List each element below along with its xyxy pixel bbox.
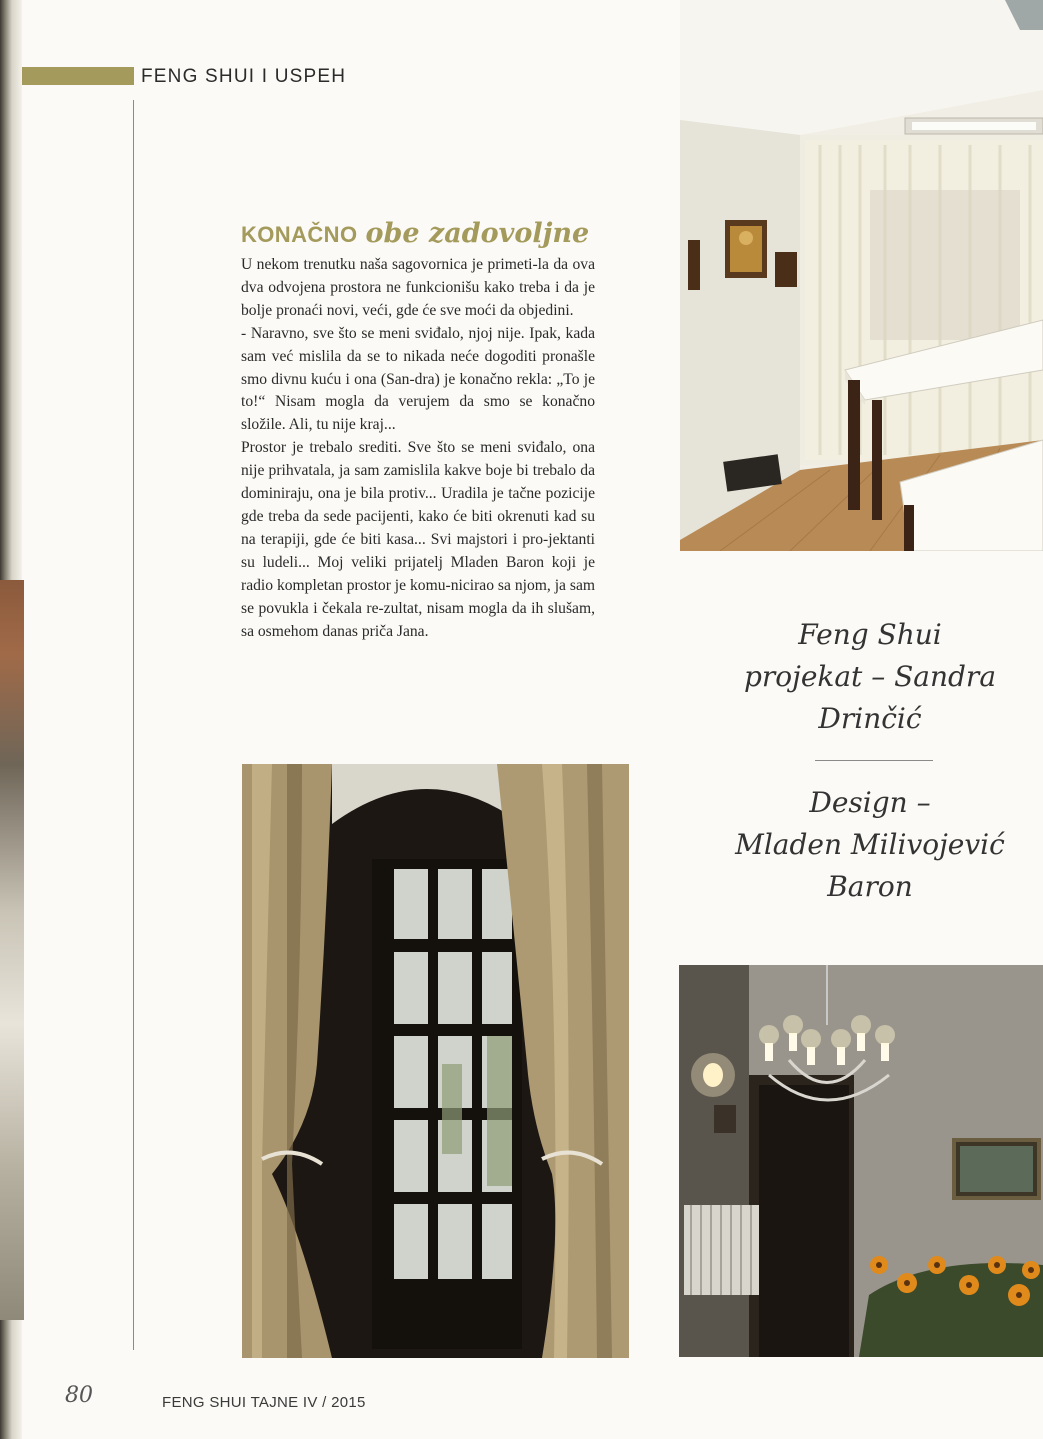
door-curtains-illustration bbox=[242, 764, 629, 1358]
article-body bbox=[241, 254, 595, 643]
credit-line: Baron bbox=[827, 870, 913, 903]
therapy-room-photo bbox=[680, 0, 1043, 551]
credit-line: Feng Shui bbox=[798, 618, 942, 651]
credit-divider bbox=[815, 760, 933, 761]
section-title: FENG SHUI I USPEH bbox=[141, 66, 347, 87]
section-color-bar bbox=[22, 67, 134, 85]
facing-page-photo-edge bbox=[0, 580, 24, 1320]
vertical-rule bbox=[133, 100, 134, 1350]
door-curtains-photo bbox=[242, 764, 629, 1358]
credit-line: Design – bbox=[809, 786, 931, 819]
article bbox=[241, 218, 595, 643]
magazine-footer: FENG SHUI TAJNE IV / 2015 bbox=[162, 1394, 366, 1411]
paragraph: - Naravno, sve što se meni sviđalo, njoj nije. Ipak, kada sam već mislila da se to nikada neće dogoditi pronašle smo divnu kuću i ona (San-dra) je konačno rekla: „To je to!“ Nisam mogla da verujem da smo se konačno složile. Ali, tu nije kraj... bbox=[241, 324, 595, 434]
credit-line: Mladen Milivojević bbox=[735, 828, 1005, 861]
page-number: 80 bbox=[65, 1383, 93, 1408]
heading-caps: KONAČNO bbox=[241, 222, 358, 247]
heading-script: obe zadovoljne bbox=[365, 218, 590, 249]
paragraph: U nekom trenutku naša sagovornica je primeti-la da ova dva odvojena prostora ne funkcionišu kako treba i da je bolje pronaći novi, veći, gde će sve moći da objedini. bbox=[241, 256, 595, 319]
paragraph: Prostor je trebalo srediti. Sve što se meni sviđalo, ona nije prihvatala, ja sam zamislila kakve boje bi trebalo da dominiraju, ona je bila protiv... Uradila je tačne pozicije gde treba da sede pacijenti, kako će biti okrenuti kad su na terapiji, gde će biti kasa... Svi majstori i pro-jektanti su ludeli... Moj veliki prijatelj Mladen Baron koji je radio kompletan prostor je komu-nicirao sa njom, ja sam se povukla i čekala re-zultat, nisam mogla da ih slušam, sa osmehom danas priča Jana. bbox=[241, 439, 595, 640]
credit-line: projekat – Sandra bbox=[743, 660, 997, 693]
therapy-room-illustration bbox=[680, 0, 1043, 551]
credit-line: Drinčić bbox=[818, 702, 922, 735]
project-credit bbox=[710, 614, 1030, 740]
article-heading bbox=[241, 218, 595, 254]
hallway-chandelier-photo bbox=[679, 965, 1043, 1357]
hallway-illustration bbox=[679, 965, 1043, 1357]
design-credit bbox=[710, 782, 1030, 908]
